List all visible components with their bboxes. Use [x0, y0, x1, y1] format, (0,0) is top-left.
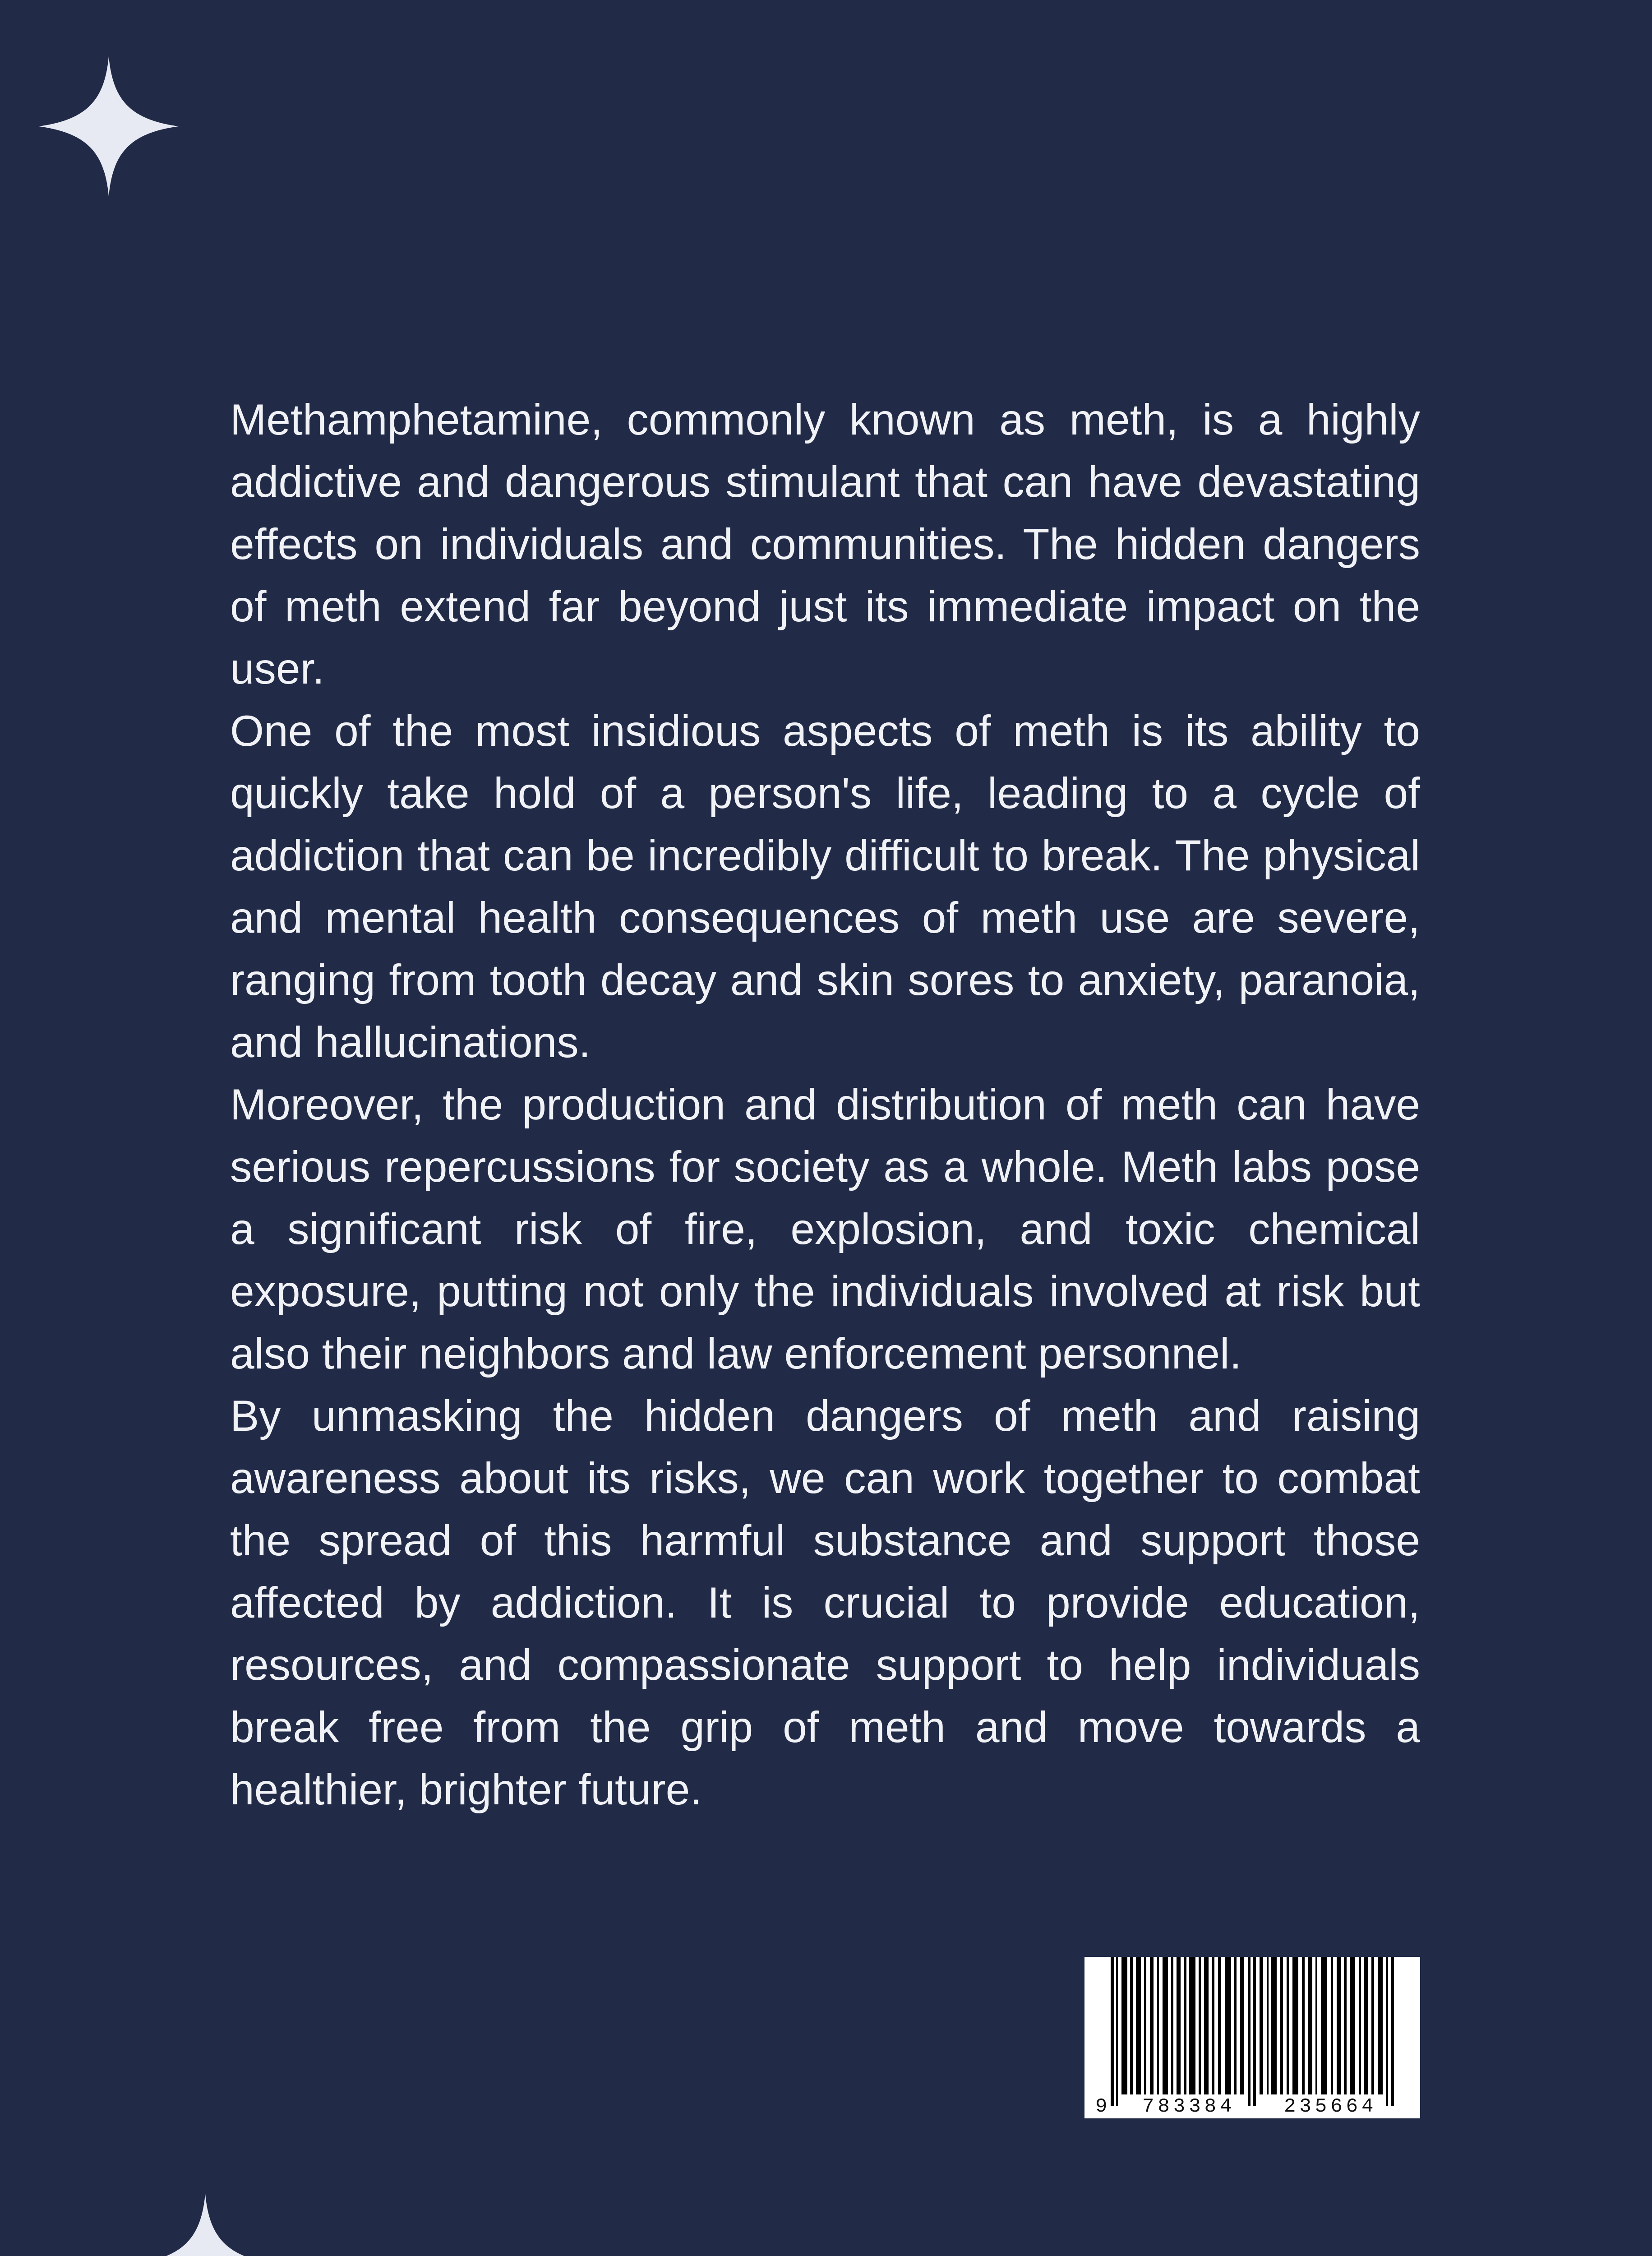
blurb-paragraph-4: By unmasking the hidden dangers of meth and raising awareness about its risks, we can work together to combat the spread of this harmful substance and support those affected by addiction. It is crucial to provide education, resources, and compassionate support to help individuals break free from the grip of meth and move towards a healthier, brighter future.	[230, 1392, 1420, 1814]
barcode-digits-right: 235664	[1284, 2095, 1377, 2118]
barcode-digit-first: 9	[1095, 2095, 1111, 2118]
blurb-paragraph-1: Methamphetamine, commonly known as meth, is a highly addictive and dangerous stimulant that can have devastating effects on individuals and communities. The hidden dangers of meth extend far beyond just its immediate impact on the user.	[230, 396, 1420, 693]
blurb-paragraph-3: Moreover, the production and distribution of meth can have serious repercussions for society as a whole. Meth labs pose a significant risk of fire, explosion, and toxic chemical exposure, putting not only the individuals involved at risk but also their neighbors and law enforcement personnel.	[230, 1081, 1420, 1378]
back-cover-blurb	[230, 389, 1420, 1821]
barcode-bars	[1084, 1957, 1420, 2118]
sparkle-icon	[135, 2194, 275, 2256]
barcode-digits-left: 783384	[1142, 2095, 1236, 2118]
isbn-barcode	[1084, 1957, 1420, 2118]
blurb-paragraph-2: One of the most insidious aspects of meth is its ability to quickly take hold of a person's life, leading to a cycle of addiction that can be incredibly difficult to break. The physical and mental health consequences of meth use are severe, ranging from tooth decay and skin sores to anxiety, paranoia, and hallucinations.	[230, 707, 1420, 1067]
sparkle-icon	[39, 56, 179, 196]
